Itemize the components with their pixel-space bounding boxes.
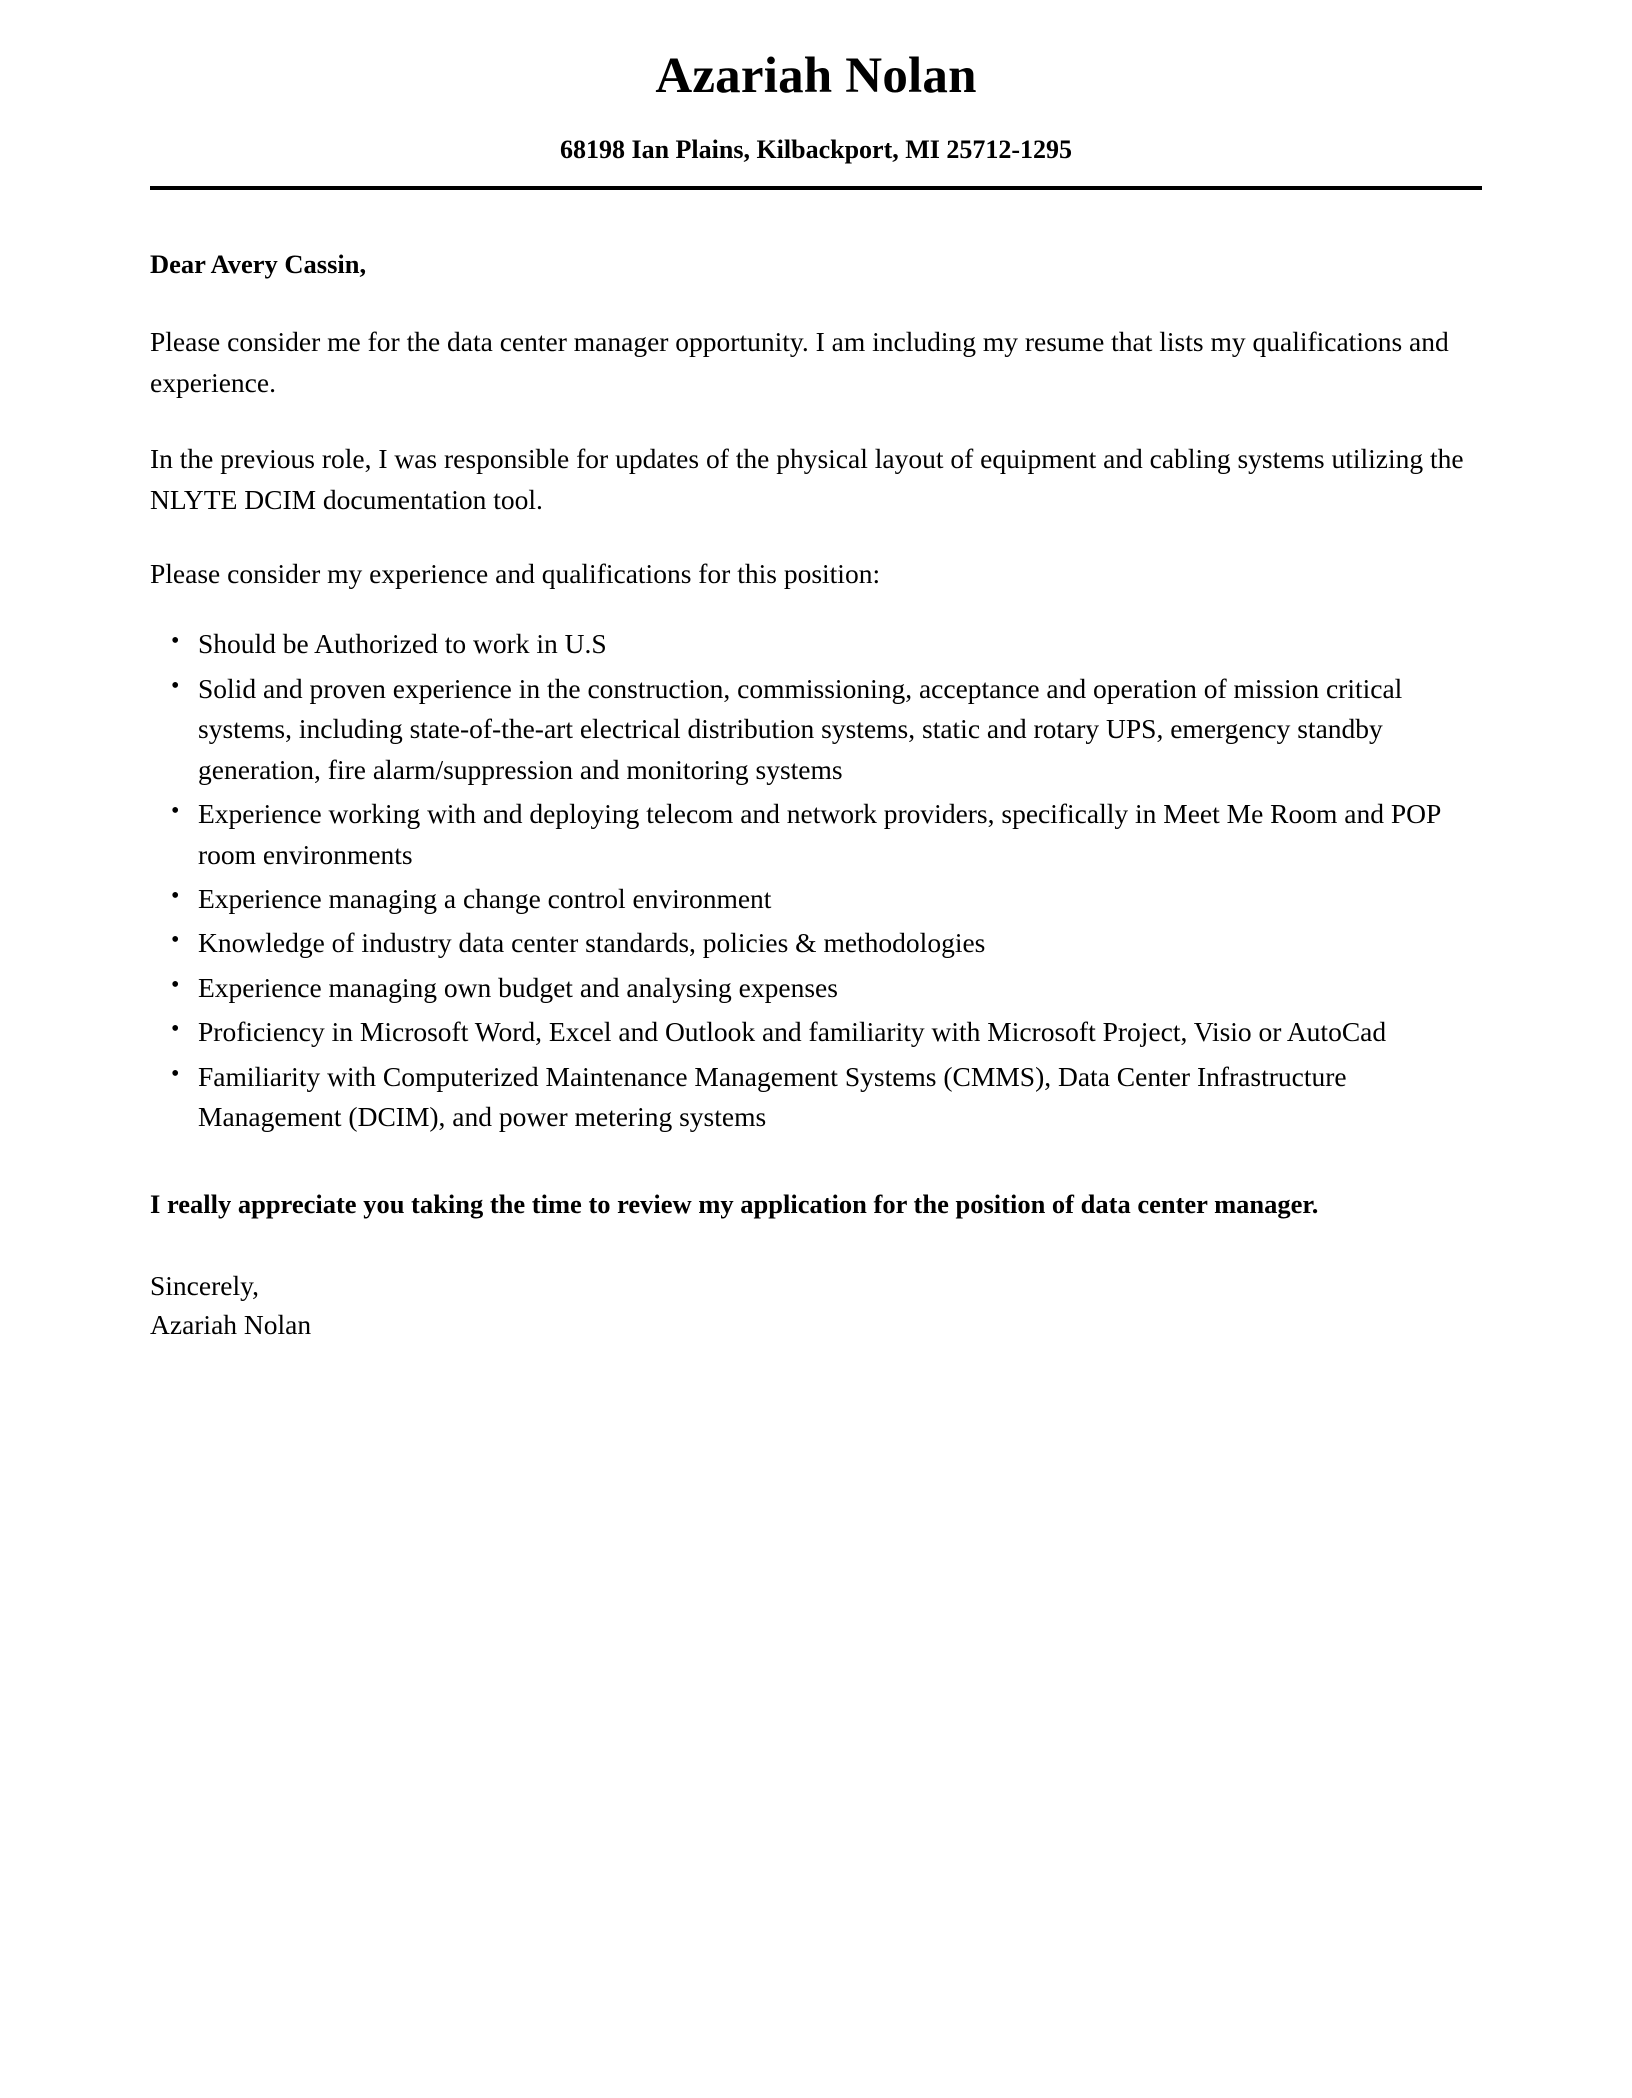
qualifications-lead-paragraph: Please consider my experience and qualifications for this position: (150, 558, 881, 589)
salutation: Dear Avery Cassin, (150, 249, 367, 280)
list-item: • Experience working with and deploying telecom and network providers, specifically in Meet Me Room and POP room environments (150, 794, 1482, 875)
letter-body (150, 190, 1482, 1344)
list-item: • Proficiency in Microsoft Word, Excel and Outlook and familiarity with Microsoft Project, Visio or AutoCad (150, 1012, 1482, 1052)
list-item: • Solid and proven experience in the construction, commissioning, acceptance and operation of mission critical systems, including state-of-the-art electrical distribution systems, static and rotary UPS, emergency standby generation, fire alarm/suppression and monitoring systems (150, 669, 1482, 790)
applicant-name: Azariah Nolan (655, 48, 977, 104)
list-item: • Familiarity with Computerized Maintenance Management Systems (CMMS), Data Center Infrastructure Management (DCIM), and power metering systems (150, 1057, 1482, 1138)
qualifications-list (150, 624, 1482, 1137)
signoff-greeting: Sincerely, (150, 1269, 259, 1301)
closing-statement: I really appreciate you taking the time to review my application for the position of data center manager. (150, 1189, 1319, 1220)
list-item: • Experience managing a change control environment (150, 879, 1482, 919)
intro-paragraph: Please consider me for the data center manager opportunity. I am including my resume that lists my qualifications and experience. (150, 326, 1449, 398)
letter-header (150, 0, 1482, 190)
signature-name: Azariah Nolan (150, 1308, 312, 1340)
signature-block (150, 1266, 1482, 1344)
list-item: • Experience managing own budget and analysing expenses (150, 968, 1482, 1008)
applicant-address: 68198 Ian Plains, Kilbackport, MI 25712-1295 (559, 135, 1073, 165)
experience-paragraph: In the previous role, I was responsible for updates of the physical layout of equipment and cabling systems utilizing the NLYTE DCIM documentation tool. (150, 443, 1464, 515)
list-item: • Knowledge of industry data center standards, policies & methodologies (150, 923, 1482, 963)
letter-sheet (150, 0, 1482, 1344)
list-item: • Should be Authorized to work in U.S (150, 624, 1482, 664)
